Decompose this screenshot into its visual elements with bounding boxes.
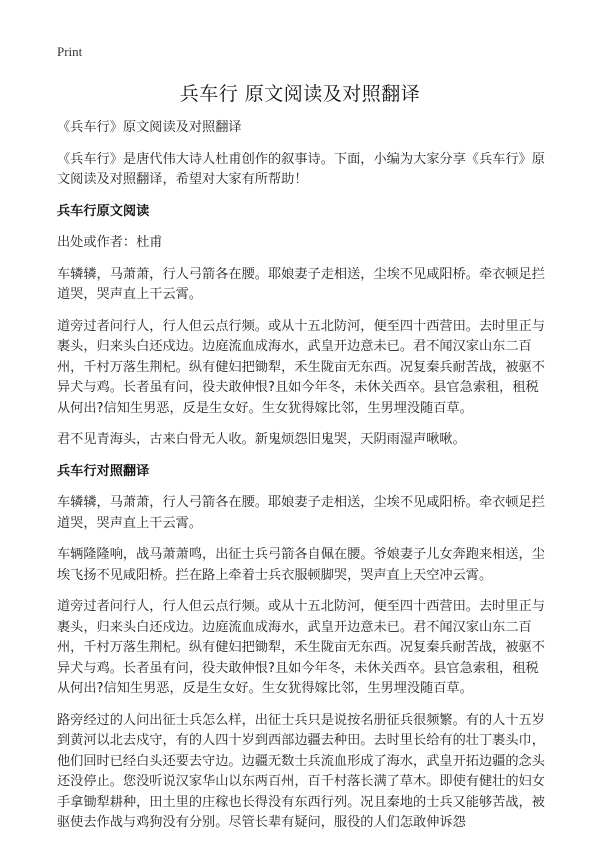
poem-stanza-1: 车辚辚，马萧萧，行人弓箭各在腰。耶娘妻子走相送，尘埃不见咸阳桥。牵衣顿足拦道哭，哭声直上干云霄。 bbox=[57, 266, 545, 302]
intro-paragraph: 《兵车行》是唐代伟大诗人杜甫创作的叙事诗。下面，小编为大家分享《兵车行》原文阅读及对照翻译，希望对大家有所帮助！ bbox=[57, 151, 545, 187]
source-author: 出处或作者：杜甫 bbox=[57, 235, 163, 250]
heading-translation: 兵车行对照翻译 bbox=[57, 463, 150, 479]
subtitle-text: 《兵车行》原文阅读及对照翻译 bbox=[57, 120, 242, 135]
translation-original-1: 车辚辚，马萧萧，行人弓箭各在腰。耶娘妻子走相送，尘埃不见咸阳桥。牵衣顿足拦道哭，哭声直上干云霄。 bbox=[57, 495, 545, 531]
heading-original-text: 兵车行原文阅读 bbox=[57, 203, 150, 219]
poem-stanza-3: 君不见青海头，古来白骨无人收。新鬼烦怨旧鬼哭，天阴雨湿声啾啾。 bbox=[57, 432, 466, 447]
page-title: 兵车行 原文阅读及对照翻译 bbox=[179, 83, 421, 105]
print-link[interactable]: Print bbox=[57, 44, 83, 59]
article-body bbox=[57, 118, 549, 845]
translation-original-2: 道旁过者问行人，行人但云点行频。或从十五北防河，便至四十西营田。去时里正与裹头，归来头白还戍边。边庭流血成海水，武皇开边意未已。君不闻汉家山东二百州，千村万落生荆杞。纵有健妇把锄犁，禾生陇亩无东西。况复秦兵耐苦战，被驱不异犬与鸡。长者虽有问，役夫敢伸恨?且如今年冬，未休关西卒。县官急索租，租税从何出?信知生男恶，反是生女好。生女犹得嫁比邻，生男埋没随百草。 bbox=[57, 599, 545, 696]
translation-1: 车辆隆隆响，战马萧萧鸣，出征士兵弓箭各自佩在腰。爷娘妻子儿女奔跑来相送，尘埃飞扬不见咸阳桥。拦在路上牵着士兵衣服顿脚哭，哭声直上天空冲云霄。 bbox=[57, 547, 545, 583]
translation-2: 路旁经过的人问出征士兵怎么样，出征士兵只是说按名册征兵很频繁。有的人十五岁到黄河以北去戍守，有的人四十岁到西部边疆去种田。去时里长给有的壮丁裹头巾，他们回时已经白头还要去守边。边疆无数士兵流血形成了海水，武皇开拓边疆的念头还没停止。您没听说汉家华山以东两百州，百千村落长满了草木。即使有健壮的妇女手拿锄犁耕种，田土里的庄稼也长得没有东西行列。况且秦地的士兵又能够苦战，被驱使去作战与鸡狗没有分别。尽管长辈有疑问，服役的人们怎敢伸诉怨 bbox=[57, 712, 545, 830]
poem-stanza-2: 道旁过者问行人，行人但云点行频。或从十五北防河，便至四十西营田。去时里正与裹头，归来头白还戍边。边庭流血成海水，武皇开边意未已。君不闻汉家山东二百州，千村万落生荆杞。纵有健妇把锄犁，禾生陇亩无东西。况复秦兵耐苦战，被驱不异犬与鸡。长者虽有问，役夫敢伸恨?且如今年冬，未休关西卒。县官急索租，租税从何出?信知生男恶，反是生女好。生女犹得嫁比邻，生男埋没随百草。 bbox=[57, 318, 545, 416]
